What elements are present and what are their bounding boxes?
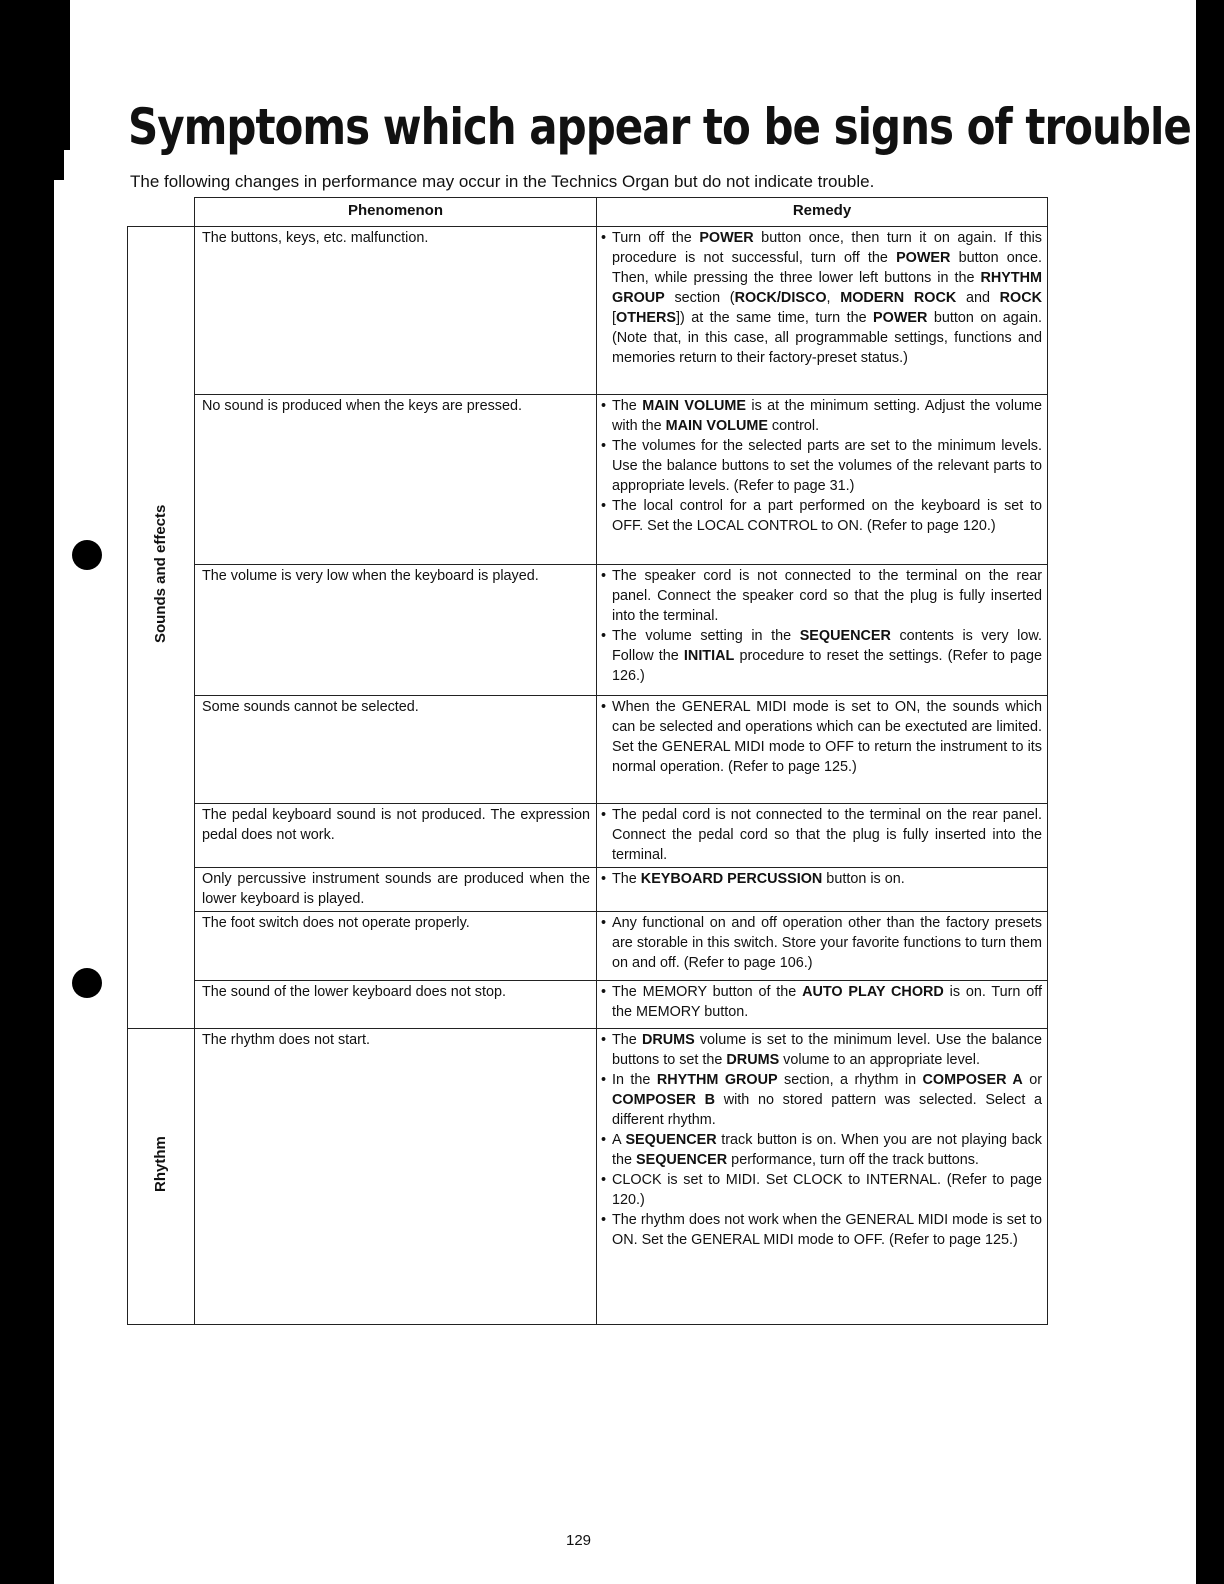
header-blank — [128, 198, 195, 227]
remedy-text: A SEQUENCER track button is on. When you are not playing back the SEQUENCER performance, turn off the track buttons. — [612, 1132, 1042, 1168]
phenomenon-cell: The volume is very low when the keyboard is played. — [195, 565, 597, 696]
phenomenon-cell: The rhythm does not start. — [195, 1029, 597, 1325]
remedy-bullet — [601, 1070, 1042, 1130]
remedy-text: The pedal cord is not connected to the terminal on the rear panel. Connect the pedal cord so that the plug is fully inserted into the terminal. — [612, 807, 1042, 863]
phenomenon-cell: The buttons, keys, etc. malfunction. — [195, 227, 597, 395]
remedy-cell — [597, 227, 1048, 395]
remedy-bullet — [601, 805, 1042, 865]
remedy-text: When the GENERAL MIDI mode is set to ON, the sounds which can be selected and operations which can be exectuted are limited. Set the GENERAL MIDI mode to OFF to return the instrument to its normal operation. (Refer to page 125.) — [612, 699, 1042, 775]
punch-hole — [72, 540, 102, 570]
bullet-icon: • — [601, 1032, 607, 1048]
remedy-text: The DRUMS volume is set to the minimum level. Use the balance buttons to set the DRUMS volume to an appropriate level. — [612, 1032, 1042, 1068]
remedy-bullet — [601, 1130, 1042, 1170]
category-sounds-and-effects — [128, 227, 195, 1029]
remedy-text: The rhythm does not work when the GENERAL MIDI mode is set to ON. Set the GENERAL MIDI mode to OFF. (Refer to page 125.) — [612, 1212, 1042, 1248]
trouble-table — [127, 197, 1048, 1325]
bullet-icon: • — [601, 568, 607, 584]
table-header-row — [128, 198, 1048, 227]
remedy-cell — [597, 981, 1048, 1029]
remedy-cell — [597, 395, 1048, 565]
phenomenon-cell: Some sounds cannot be selected. — [195, 696, 597, 804]
bullet-icon: • — [601, 1072, 607, 1088]
remedy-cell — [597, 565, 1048, 696]
scan-edge-right — [1196, 0, 1224, 1584]
bullet-icon: • — [601, 1172, 607, 1188]
remedy-bullet — [601, 1210, 1042, 1250]
scan-edge-notch — [54, 150, 64, 180]
bullet-icon: • — [601, 915, 607, 931]
remedy-bullet — [601, 396, 1042, 436]
header-remedy: Remedy — [597, 198, 1048, 227]
table-row — [128, 912, 1048, 981]
bullet-icon: • — [601, 807, 607, 823]
bullet-icon: • — [601, 1132, 607, 1148]
table-row — [128, 804, 1048, 868]
table-row — [128, 227, 1048, 395]
remedy-bullet — [601, 566, 1042, 626]
bullet-icon: • — [601, 984, 607, 1000]
remedy-text: The MEMORY button of the AUTO PLAY CHORD is on. Turn off the MEMORY button. — [612, 984, 1042, 1020]
phenomenon-cell: No sound is produced when the keys are pressed. — [195, 395, 597, 565]
table-row — [128, 981, 1048, 1029]
remedy-bullet — [601, 436, 1042, 496]
remedy-cell — [597, 696, 1048, 804]
remedy-bullet — [601, 1030, 1042, 1070]
table-row — [128, 395, 1048, 565]
page-title: Symptoms which appear to be signs of trouble — [128, 98, 1191, 156]
remedy-bullet — [601, 982, 1042, 1022]
scan-edge-notch — [52, 0, 70, 150]
bullet-icon: • — [601, 699, 607, 715]
bullet-icon: • — [601, 438, 607, 454]
bullet-icon: • — [601, 1212, 607, 1228]
category-label: Rhythm — [152, 1135, 169, 1192]
table-row — [128, 565, 1048, 696]
category-rhythm — [128, 1029, 195, 1325]
table-row — [128, 1029, 1048, 1325]
bullet-icon: • — [601, 398, 607, 414]
table-row — [128, 868, 1048, 912]
punch-hole — [72, 968, 102, 998]
remedy-bullet — [601, 496, 1042, 536]
phenomenon-cell: The pedal keyboard sound is not produced. The expression pedal does not work. — [195, 804, 597, 868]
intro-text: The following changes in performance may occur in the Technics Organ but do not indicate trouble. — [130, 172, 875, 191]
bullet-icon: • — [601, 871, 607, 887]
remedy-bullet — [601, 626, 1042, 686]
remedy-text: CLOCK is set to MIDI. Set CLOCK to INTERNAL. (Refer to page 120.) — [612, 1172, 1042, 1208]
remedy-cell — [597, 1029, 1048, 1325]
remedy-bullet — [601, 697, 1042, 777]
remedy-text: Any functional on and off operation other than the factory presets are storable in this switch. Store your favorite functions to turn them on and off. (Refer to page 106.) — [612, 915, 1042, 971]
remedy-text: The volume setting in the SEQUENCER contents is very low. Follow the INITIAL procedure to reset the settings. (Refer to page 126.) — [612, 628, 1042, 684]
category-label: Sounds and effects — [152, 504, 169, 643]
remedy-text: In the RHYTHM GROUP section, a rhythm in COMPOSER A or COMPOSER B with no stored pattern was selected. Select a different rhythm. — [612, 1072, 1042, 1128]
remedy-text: Turn off the POWER button once, then turn it on again. If this procedure is not successful, turn off the POWER button once. Then, while pressing the three lower left buttons in the RHYTHM GROUP section (ROCK/DISCO, MODERN ROCK and ROCK [OTHERS]) at the same time, turn the POWER button on again. (Note that, in this case, all programmable settings, functions and memories return to their factory-preset status.) — [612, 230, 1043, 366]
scan-edge-left — [0, 0, 54, 1584]
table-row — [128, 696, 1048, 804]
remedy-bullet — [601, 1170, 1042, 1210]
remedy-text: The local control for a part performed on the keyboard is set to OFF. Set the LOCAL CONTROL to ON. (Refer to page 120.) — [612, 498, 1042, 534]
remedy-text: The KEYBOARD PERCUSSION button is on. — [612, 871, 905, 887]
header-phenomenon: Phenomenon — [195, 198, 597, 227]
phenomenon-cell: The sound of the lower keyboard does not stop. — [195, 981, 597, 1029]
bullet-icon: • — [601, 498, 607, 514]
remedy-bullet — [601, 869, 1042, 889]
remedy-bullet — [601, 228, 1042, 368]
phenomenon-cell: Only percussive instrument sounds are produced when the lower keyboard is played. — [195, 868, 597, 912]
remedy-cell — [597, 912, 1048, 981]
remedy-text: The speaker cord is not connected to the terminal on the rear panel. Connect the speaker cord so that the plug is fully inserted into the terminal. — [612, 568, 1042, 624]
page-number: 129 — [566, 1532, 592, 1549]
remedy-cell — [597, 804, 1048, 868]
remedy-text: The MAIN VOLUME is at the minimum setting. Adjust the volume with the MAIN VOLUME control. — [612, 398, 1042, 434]
bullet-icon: • — [601, 628, 607, 644]
bullet-icon: • — [601, 230, 607, 246]
remedy-cell — [597, 868, 1048, 912]
remedy-text: The volumes for the selected parts are set to the minimum levels. Use the balance buttons to set the volumes of the relevant parts to appropriate levels. (Refer to page 31.) — [612, 438, 1042, 494]
remedy-bullet — [601, 913, 1042, 973]
phenomenon-cell: The foot switch does not operate properly. — [195, 912, 597, 981]
